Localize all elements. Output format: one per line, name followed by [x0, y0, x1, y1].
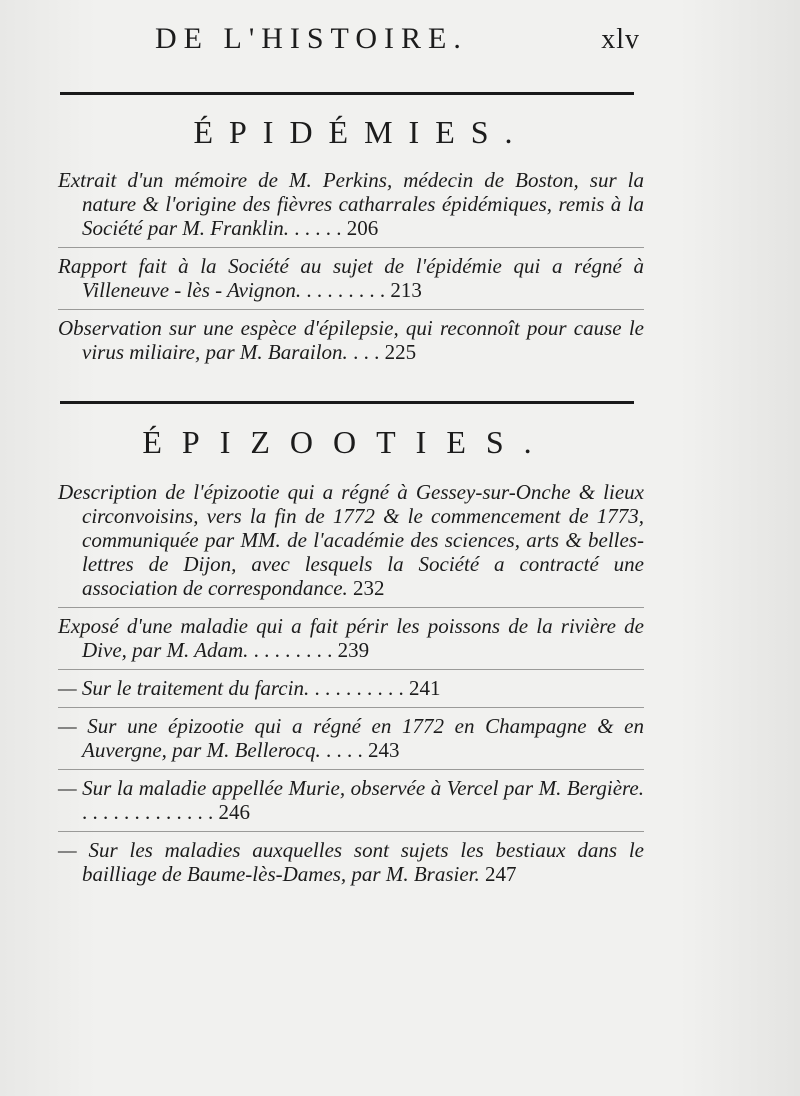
entry-page: 243: [367, 738, 400, 762]
entry-page: 206: [346, 216, 379, 240]
entry-text: Exposé d'une maladie qui a fait périr les poissons de la rivière de Dive, par M. Adam.: [58, 614, 644, 662]
toc-entry[interactable]: [58, 614, 644, 670]
entry-text: — Sur une épizootie qui a régné en 1772 en Champagne & en Auvergne, par M. Bellerocq.: [58, 714, 644, 762]
section-title-epizooties: ÉPIZOOTIES.: [142, 424, 552, 460]
page-number: xlv: [601, 24, 640, 55]
running-head: [60, 18, 640, 62]
dot-leader: . . . . .: [289, 216, 347, 240]
entry-page: 225: [384, 340, 417, 364]
toc-entry[interactable]: [58, 838, 644, 893]
dot-leader: . . . . . . . . . . . . .: [82, 800, 219, 824]
dot-leader: . . . . . . . . .: [309, 676, 409, 700]
entry-page: 241: [408, 676, 441, 700]
entry-page: 247: [485, 862, 517, 886]
entry-text: — Sur la maladie appellée Murie, observée à Vercel par M. Bergière.: [58, 776, 644, 800]
dot-leader: . . .: [347, 340, 385, 364]
header-rule: [60, 92, 634, 95]
epidemies-entries: [58, 168, 644, 377]
toc-entry[interactable]: [58, 168, 644, 248]
entry-text: — Sur les maladies auxquelles sont sujets les bestiaux dans le bailliage de Baume-lès-Dames, par M. Brasier.: [58, 838, 644, 886]
toc-entry[interactable]: [58, 676, 644, 708]
entry-text: Extrait d'un mémoire de M. Perkins, médecin de Boston, sur la nature & l'origine des fièvres catharrales épidémiques, remis à la Société par M. Franklin.: [58, 168, 644, 240]
toc-entry[interactable]: [58, 714, 644, 770]
entry-text: Rapport fait à la Société au sujet de l'épidémie qui a régné à Villeneuve - lès - Avignon.: [58, 254, 644, 302]
entry-text: — Sur le traitement du farcin.: [58, 676, 310, 700]
entry-page: 239: [337, 638, 370, 662]
running-title: DE L'HISTOIRE.: [155, 22, 468, 55]
toc-entry[interactable]: [58, 254, 644, 310]
entry-page: 213: [390, 278, 422, 302]
epizooties-entries: [58, 480, 644, 899]
entry-page: 232: [353, 576, 385, 600]
toc-entry[interactable]: [58, 776, 644, 832]
section-rule: [60, 401, 634, 404]
toc-entry[interactable]: [58, 480, 644, 608]
entry-text: Observation sur une espèce d'épilepsie, qui reconnoît pour cause le virus miliaire, par M. Barailon.: [58, 316, 644, 364]
dot-leader: . . . . . . . .: [301, 278, 391, 302]
dot-leader: . . . .: [320, 738, 368, 762]
section-title-epidemies: ÉPIDÉMIES.: [193, 114, 529, 150]
entry-page: 246: [218, 800, 250, 824]
dot-leader: . . . . . . . .: [248, 638, 338, 662]
entry-text: Description de l'épizootie qui a régné à Gessey-sur-Onche & lieux circonvoisins, vers la fin de 1772 & le commencement de 1773, communiquée par MM. de l'académie des sciences, arts & belles-lettres de Dijon, avec lesquels la Société a contracté une association de correspondance.: [58, 480, 644, 600]
toc-entry[interactable]: [58, 316, 644, 371]
